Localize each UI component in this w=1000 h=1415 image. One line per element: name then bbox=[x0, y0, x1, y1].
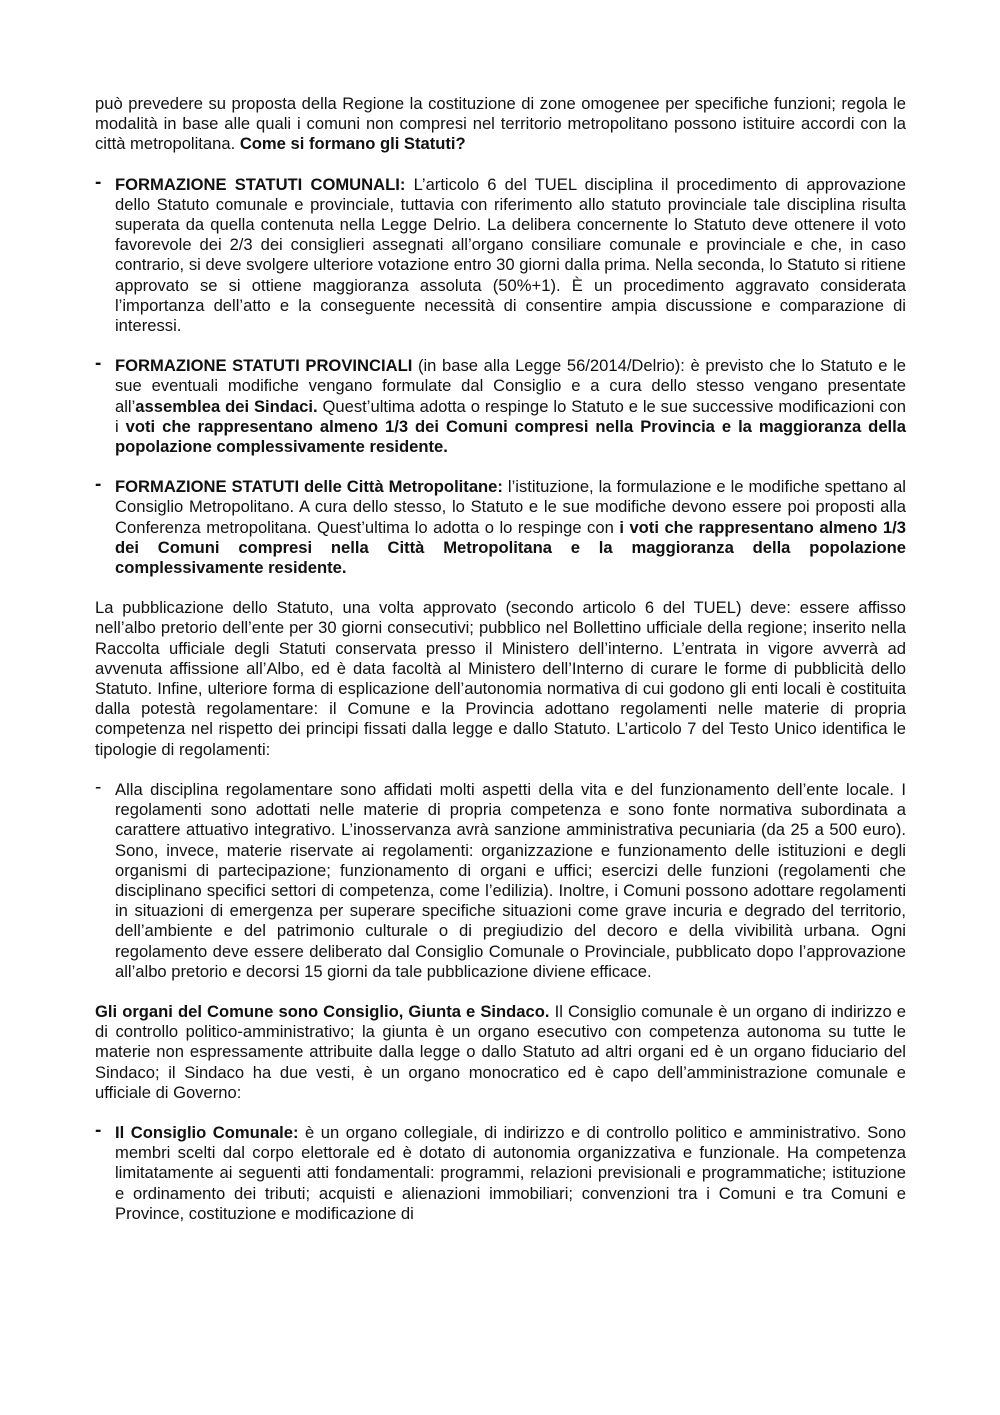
item-text: (in base alla Legge 56/2014/Delrio): è previsto che lo Statuto e le sue eventuali modifiche vengano formulate dal Consiglio e a cura dello stesso vengano presentate all’ bbox=[115, 356, 906, 416]
item-emphasis: i voti che rappresentano almeno 1/3 dei Comuni compresi nella Città Metropolitana e la maggioranza della popolazione complessivamente residente. bbox=[115, 517, 906, 578]
item-emphasis: voti che rappresentano almeno 1/3 dei Comuni compresi nella Provincia e la maggioranza della popolazione complessivamente residente. bbox=[115, 416, 907, 457]
list-item-statuti-comunali bbox=[95, 171, 906, 337]
item-text: Quest’ultima adotta o respinge lo Statuto e le sue successive modificazioni con i bbox=[115, 396, 906, 436]
list-bullet: - bbox=[95, 1119, 102, 1141]
list-bullet: - bbox=[95, 474, 102, 496]
item-heading: FORMAZIONE STATUTI COMUNALI: bbox=[115, 174, 406, 194]
document-page bbox=[95, 94, 906, 1224]
pubblicazione-paragraph: La pubblicazione dello Statuto, una volta approvato (secondo articolo 6 del TUEL) deve: essere affisso nell’albo pretorio dell’ente per 30 giorni consecutivi; pubblico nel Bollettino ufficiale della regione; inserito nella Raccolta ufficiale degli Statuti conservata presso il Ministero dell’interno. L’entrata in vigore avverrà ad avvenuta affissione all’Albo, ed è data facoltà al Ministero dell’Interno di curare le forme di pubblicità dello Statuto. Infine, ulteriore forma di esplicazione dell’autonomia normativa di cui godono gli enti locali è costituita dalla potestà regolamentare: il Comune e la Provincia adottano regolamenti nelle materie di propria competenza nel rispetto dei principi fissati dalla legge e dallo Statuto. L’articolo 7 del Testo Unico identifica le tipologie di regolamenti: bbox=[95, 598, 906, 759]
item-text: L’articolo 6 del TUEL disciplina il procedimento di approvazione dello Statuto comunale e provinciale, tuttavia con riferimento allo statuto provinciale tale disciplina risulta superata da quella contenuta nella Legge Delrio. La delibera concernente lo Statuto deve ottenere il voto favorevole dei 2/3 dei consiglieri assegnati all’organo consiliare comunale e provinciale e che, in caso contrario, si deve svolgere ulteriore votazione entro 30 giorni dalla prima. Nella seconda, lo Statuto si ritiene approvato se si ottiene maggioranza assoluta (50%+1). È un procedimento aggravato considerata l’importanza dell’atto e la conseguente necessità di consentire ampia discussione e comparazione di interessi. bbox=[115, 174, 906, 336]
intro-paragraph bbox=[95, 94, 906, 155]
list-item-regolamenti bbox=[95, 776, 906, 982]
spacer bbox=[95, 336, 906, 356]
organi-text: Il Consiglio comunale è un organo di indirizzo e di controllo politico-amministrativo; la giunta è un organo esecutivo con competenza autonoma su tutte le materie non espressamente attribuite dalla legge o dallo Statuto ad altri organi ed è un organo fiduciario del Sindaco; il Sindaco ha due vesti, è un organo monocratico ed è capo dell’amministrazione comunale e ufficiale di Governo: bbox=[95, 1001, 907, 1102]
item-heading: FORMAZIONE STATUTI delle Città Metropolitane: bbox=[115, 477, 503, 497]
item-emphasis: assemblea dei Sindaci. bbox=[135, 396, 318, 416]
list-item-statuti-metropolitane bbox=[95, 474, 906, 578]
spacer bbox=[95, 760, 906, 780]
spacer bbox=[95, 457, 906, 477]
spacer bbox=[95, 155, 906, 175]
organi-paragraph bbox=[95, 1002, 906, 1103]
list-bullet: - bbox=[95, 171, 102, 193]
list-item-statuti-provinciali bbox=[95, 353, 907, 457]
item-heading: Il Consiglio Comunale: bbox=[115, 1122, 299, 1142]
spacer bbox=[95, 578, 906, 598]
item-text: è un organo collegiale, di indirizzo e di controllo politico e amministrativo. Sono membri scelti dal corpo elettorale ed è dotato di autonomia organizzativa e funzionale. Ha competenza limitatamente ai seguenti atti fondamentali: programmi, relazioni previsionali e programmatiche; istituzione e ordinamento dei tributi; acquisti e alienazioni immobiliari; convenzioni tra i Comuni e tra Comuni e Province, costituzione e modificazione di bbox=[115, 1122, 906, 1223]
intro-text: può prevedere su proposta della Regione la costituzione di zone omogenee per specifiche funzioni; regola le modalità in base alle quali i comuni non compresi nel territorio metropolitano possono istituire accordi con la città metropolitana. bbox=[95, 94, 906, 154]
spacer bbox=[95, 1103, 906, 1123]
organi-heading: Gli organi del Comune sono Consiglio, Giunta e Sindaco. bbox=[95, 1001, 550, 1021]
item-text: Alla disciplina regolamentare sono affidati molti aspetti della vita e del funzionamento dell’ente locale. I regolamenti sono adottati nelle materie di propria competenza e sono fonte normativa subordinata a carattere attuativo integrativo. L’inosservanza avrà sanzione amministrativa pecuniaria (da 25 a 500 euro). Sono, invece, materie riservate ai regolamenti: organizzazione e funzionamento delle istituzioni e degli organismi di partecipazione; funzionamento di organi e uffici; esercizi delle funzioni (regolamenti che disciplinano specifici settori di competenza, come l’edilizia). Inoltre, i Comuni possono adottare regolamenti in situazioni di emergenza per superare specifiche situazioni come grave incuria e degrado del territorio, dell’ambiente e del patrimonio culturale o di pregiudizio del decoro e della vivibilità urbana. Ogni regolamento deve essere deliberato dal Consiglio Comunale o Provinciale, pubblicato dopo l’approvazione all’albo pretorio e decorsi 15 giorni da tale pubblicazione diviene efficace. bbox=[115, 779, 906, 981]
item-heading: FORMAZIONE STATUTI PROVINCIALI bbox=[115, 356, 413, 376]
list-item-consiglio-comunale bbox=[95, 1119, 906, 1224]
item-text: l’istituzione, la formulazione e le modifiche spettano al Consiglio Metropolitano. A cura dello stesso, lo Statuto e le sue modifiche devono essere poi proposti alla Conferenza metropolitana. Quest’ultima lo adotta o lo respinge con bbox=[115, 477, 906, 537]
intro-question: Come si formano gli Statuti? bbox=[239, 134, 466, 154]
list-bullet: - bbox=[95, 776, 102, 798]
list-bullet: - bbox=[95, 353, 102, 375]
spacer bbox=[95, 982, 906, 1002]
